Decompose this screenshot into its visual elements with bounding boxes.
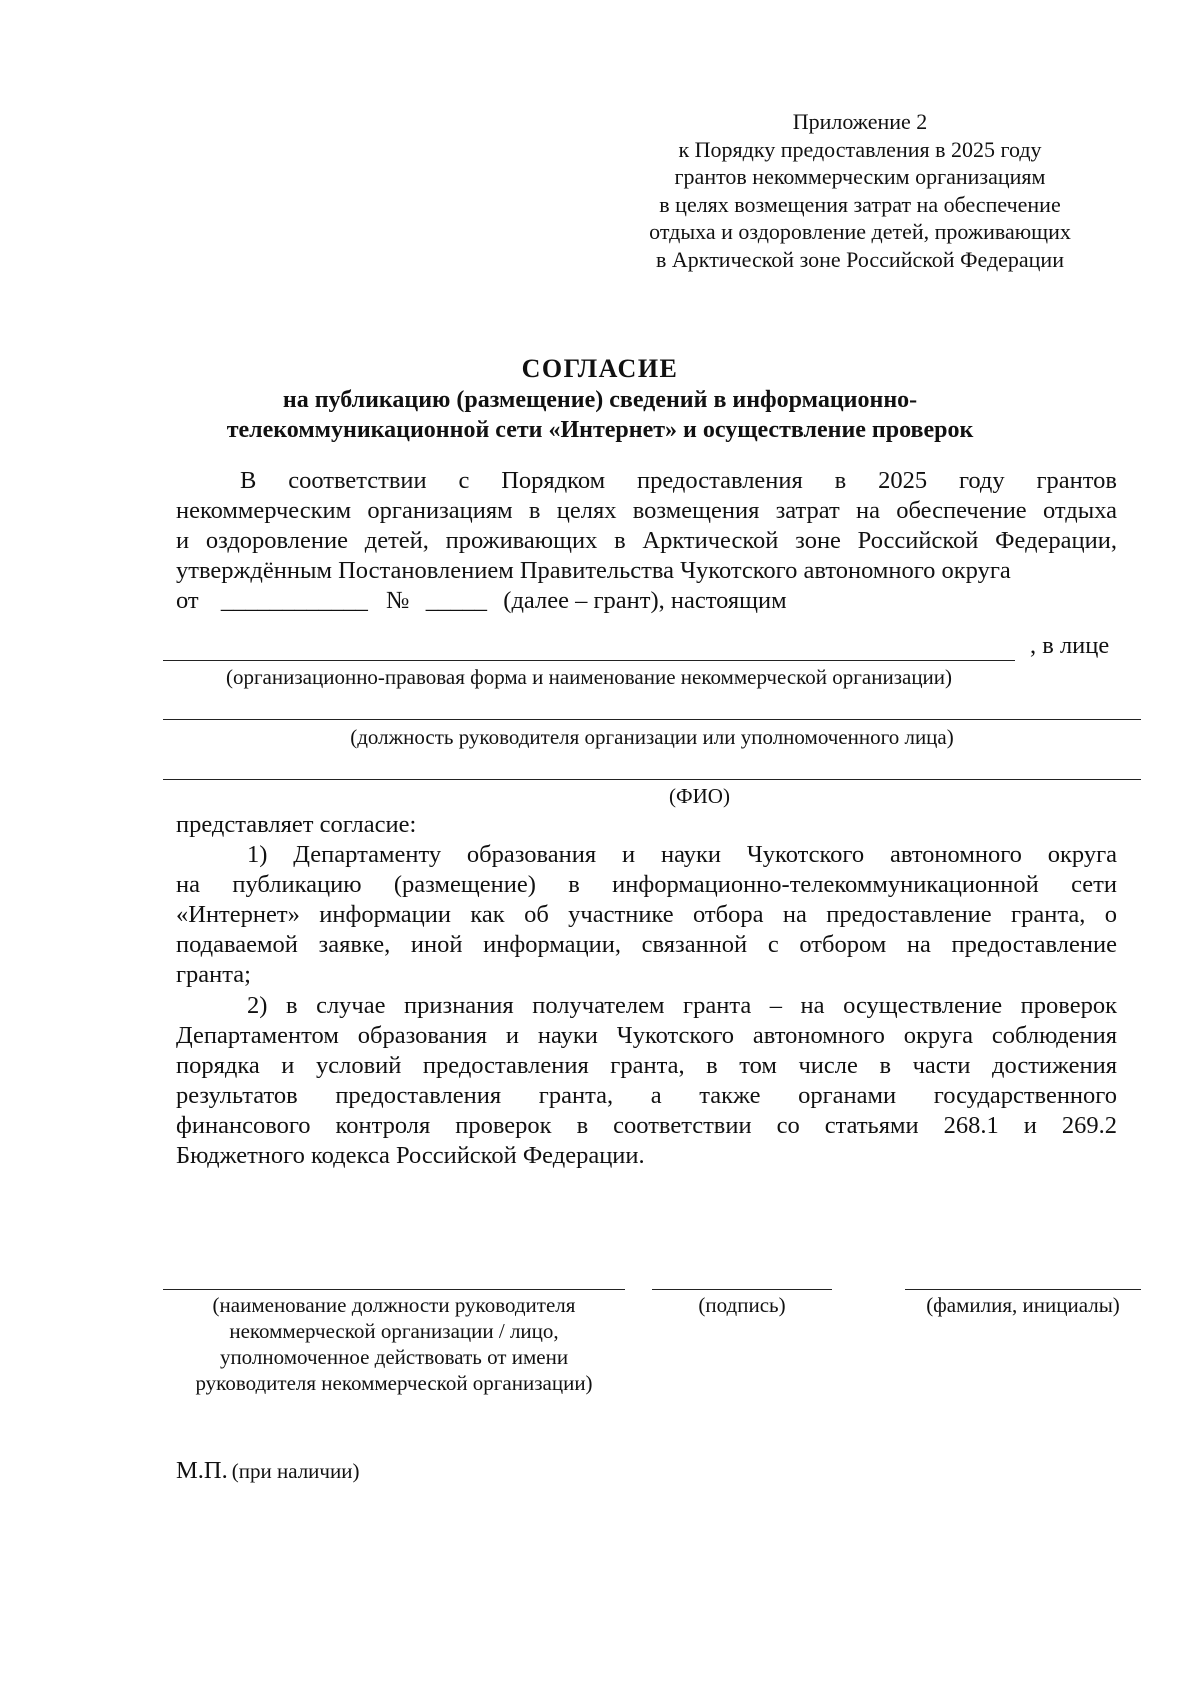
stamp-mp: М.П. [176, 1457, 228, 1484]
consent-intro: представляет согласие: [176, 811, 417, 838]
in-person-label: , в лице [1030, 632, 1110, 659]
appendix-line: к Порядку предоставления в 2025 году [678, 136, 1042, 162]
intro-last-line [176, 586, 787, 616]
appendix-line: Приложение 2 [792, 109, 928, 134]
caption-line: уполномоченное действовать от имени [219, 1345, 569, 1369]
number-blank: _____ [425, 587, 488, 614]
stamp-note: (при наличии) [231, 1459, 360, 1483]
appendix-line: в Арктической зоне Российской Федерации [656, 246, 1064, 272]
signature-name-caption: (фамилия, инициалы) [926, 1293, 1120, 1317]
appendix-line: отдыха и оздоровление детей, проживающих [649, 219, 1071, 244]
document-title: СОГЛАСИЕ [521, 354, 679, 383]
caption-line: (наименование должности руководителя [212, 1293, 576, 1317]
signature-sign-caption: (подпись) [698, 1293, 786, 1317]
appendix-line: грантов некоммерческим организациям [674, 164, 1046, 189]
from-label: от [176, 587, 199, 614]
caption-line: некоммерческой организации / лицо, [229, 1319, 559, 1343]
item2-line: Департаментом образования и науки Чукотского автономного округа соблюдения [176, 1022, 1117, 1049]
intro-line: и оздоровление детей, проживающих в Арктической зоне Российской Федерации, [176, 527, 1117, 554]
item2-line: финансового контроля проверок в соответствии со статьями 268.1 и 269.2 [176, 1112, 1117, 1139]
intro-tail: (далее – грант), настоящим [503, 587, 787, 614]
document-subtitle [0, 385, 1200, 445]
item2-line: 2) в случае признания получателем гранта – на осуществление проверок [247, 992, 1117, 1019]
appendix-line: в целях возмещения затрат на обеспечение [659, 191, 1061, 217]
item2-line: Бюджетного кодекса Российской Федерации. [176, 1142, 645, 1169]
date-blank: ____________ [220, 587, 368, 614]
signature-position-caption [163, 1292, 625, 1396]
item2-line: результатов предоставления гранта, а также органами государственного [176, 1082, 1117, 1109]
caption-line: руководителя некоммерческой организации) [195, 1371, 593, 1395]
intro-line: некоммерческим организациям в целях возмещения затрат на обеспечение отдыха [176, 497, 1117, 524]
item2-line: порядка и условий предоставления гранта, в том числе в части достижения [176, 1052, 1117, 1079]
position-caption: (должность руководителя организации или уполномоченного лица) [350, 725, 954, 749]
fio-caption: (ФИО) [669, 784, 730, 808]
org-caption: (организационно-правовая форма и наименование некоммерческой организации) [225, 665, 953, 689]
item1-line: подаваемой заявке, иной информации, связанной с отбором на предоставление [176, 931, 1117, 958]
fio-line[interactable] [163, 779, 1141, 780]
signature-name-line[interactable] [905, 1289, 1141, 1290]
intro-line: утверждённым Постановлением Правительства Чукотского автономного округа [176, 557, 1011, 584]
intro-line: В соответствии с Порядком предоставления в 2025 году грантов [240, 467, 1117, 494]
item1-line: на публикацию (размещение) в информационно-телекоммуникационной сети [176, 871, 1117, 898]
subtitle-line: телекоммуникационной сети «Интернет» и осуществление проверок [226, 417, 974, 443]
item1-line: гранта; [176, 961, 251, 988]
stamp-place [176, 1457, 359, 1485]
number-label: № [386, 587, 410, 614]
subtitle-line: на публикацию (размещение) сведений в информационно- [282, 387, 918, 413]
org-name-line[interactable] [163, 660, 1015, 661]
appendix-block [600, 108, 1120, 273]
signature-position-line[interactable] [163, 1289, 625, 1290]
item1-line: «Интернет» информации как об участнике отбора на предоставление гранта, о [176, 901, 1117, 928]
position-line[interactable] [163, 719, 1141, 720]
signature-sign-line[interactable] [652, 1289, 832, 1290]
item1-line: 1) Департаменту образования и науки Чукотского автономного округа [247, 841, 1117, 868]
